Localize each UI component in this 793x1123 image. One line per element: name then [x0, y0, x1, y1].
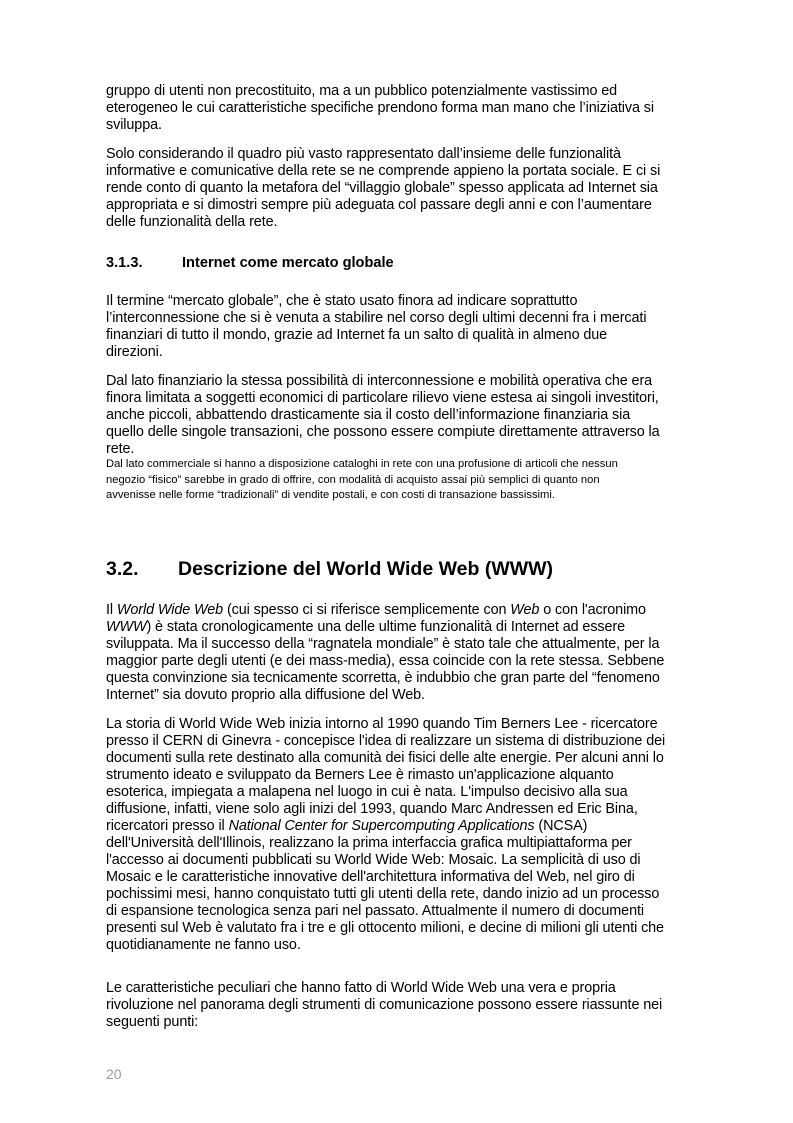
section-heading-3-1-3 — [106, 254, 394, 272]
italic-term: Web — [510, 602, 540, 618]
section-number: 3.2. — [106, 558, 139, 580]
text-run: Il — [106, 602, 117, 618]
paragraph-8: Le caratteristiche peculiari che hanno fatto di World Wide Web una vera e propria rivoluzione nel panorama degli strumenti di comunicazione possono essere riassunte nei seguenti punti: — [106, 980, 663, 1030]
section-title: Descrizione del World Wide Web (WWW) — [178, 558, 554, 580]
paragraph-4: Dal lato finanziario la stessa possibilità di interconnessione e mobilità operativa che era finora limitata a soggetti economici di particolare rilievo viene estesa ai singoli investitori, anche piccoli, abbattendo drasticamente sia il costo dell’informazione finanziaria sia quello delle singole transazioni, che possono essere compiute direttamente attraverso la rete. — [106, 373, 660, 457]
section-heading-3-2 — [106, 557, 553, 581]
paragraph-3: Il termine “mercato globale”, che è stato usato finora ad indicare soprattutto l’interconnessione che si è venuta a stabilire nel corso degli ultimi decenni fra i mercati finanziari di tutto il mondo, grazie ad Internet fa un salto di qualità in almeno due direzioni. — [106, 293, 647, 360]
paragraph-2: Solo considerando il quadro più vasto rappresentato dall’insieme delle funzionalità informative e comunicative della rete se ne comprende appieno la portata sociale. E ci si rende conto di quanto la metafora del “villaggio globale” spesso applicata ad Internet sia appropriata e si dimostri sempre più adeguata col passare degli anni e con l’aumentare delle funzionalità della rete. — [106, 146, 661, 230]
page-number: 20 — [106, 1066, 122, 1082]
section-title: Internet come mercato globale — [182, 255, 394, 271]
italic-term: WWW — [106, 619, 147, 635]
text-run: (cui spesso ci si riferisce semplicemente con — [223, 602, 511, 618]
text-run: o con l'acronimo — [539, 602, 646, 618]
section-number: 3.1.3. — [106, 255, 143, 271]
text-run: (NCSA) dell'Università dell'Illinois, realizzano la prima interfaccia grafica multipiattaforma per l'accesso ai documenti pubblicati su World Wide Web: Mosaic. La semplicità di uso di Mosaic e le caratteristiche innovative dell'architettura informativa del Web, nel giro di pochissimi mesi, hanno conquistato tutti gli utenti della rete, dando inizio ad un processo di espansione tecnologica senza pari nel passato. Attualmente il numero di documenti presenti sul Web è valutato fra i tre e gli ottocento milioni, e decine di milioni gli utenti che quotidianamente ne fanno uso. — [106, 818, 664, 953]
paragraph-5: Dal lato commerciale si hanno a disposizione cataloghi in rete con una profusione di articoli che nessun negozio “fisico” sarebbe in grado di offrire, con modalità di acquisto assai più semplici di quanto non avvenisse nelle forme “tradizionali” di vendite postali, e con costi di transazione bassissimi. — [106, 458, 618, 501]
paragraph-6 — [106, 602, 666, 704]
paragraph-7 — [106, 716, 666, 954]
text-run: La storia di World Wide Web inizia intorno al 1990 quando Tim Berners Lee - ricercatore presso il CERN di Ginevra - concepisce l'idea di realizzare un sistema di distribuzione dei documenti sulla rete destinato alla comunità dei fisici delle alte energie. Per alcuni anni lo strumento ideato e sviluppato da Berners Lee è rimasto un'applicazione alquanto esoterica, impiegata a malapena nel luogo in cui è nata. L'impulso decisivo alla sua diffusione, infatti, viene solo agli inizi del 1993, quando Marc Andressen ed Eric Bina, ricercatori presso il — [106, 716, 666, 834]
text-run: ) è stata cronologicamente una delle ultime funzionalità di Internet ad essere sviluppata. Ma il successo della “ragnatela mondiale” è stato tale che attualmente, per la maggior parte degli utenti (e dei mass-media), essa coincide con la rete stessa. Sebbene questa convinzione sia tecnicamente scorretta, è indubbio che gran parte del “fenomeno Internet” sia dovuto proprio alla diffusione del Web. — [106, 619, 665, 703]
italic-term: National Center for Supercomputing Applications — [228, 818, 535, 834]
paragraph-1: gruppo di utenti non precostituito, ma a un pubblico potenzialmente vastissimo ed eterogeneo le cui caratteristiche specifiche prendono forma man mano che l’iniziativa si sviluppa. — [106, 83, 654, 133]
italic-term: World Wide Web — [116, 602, 224, 618]
